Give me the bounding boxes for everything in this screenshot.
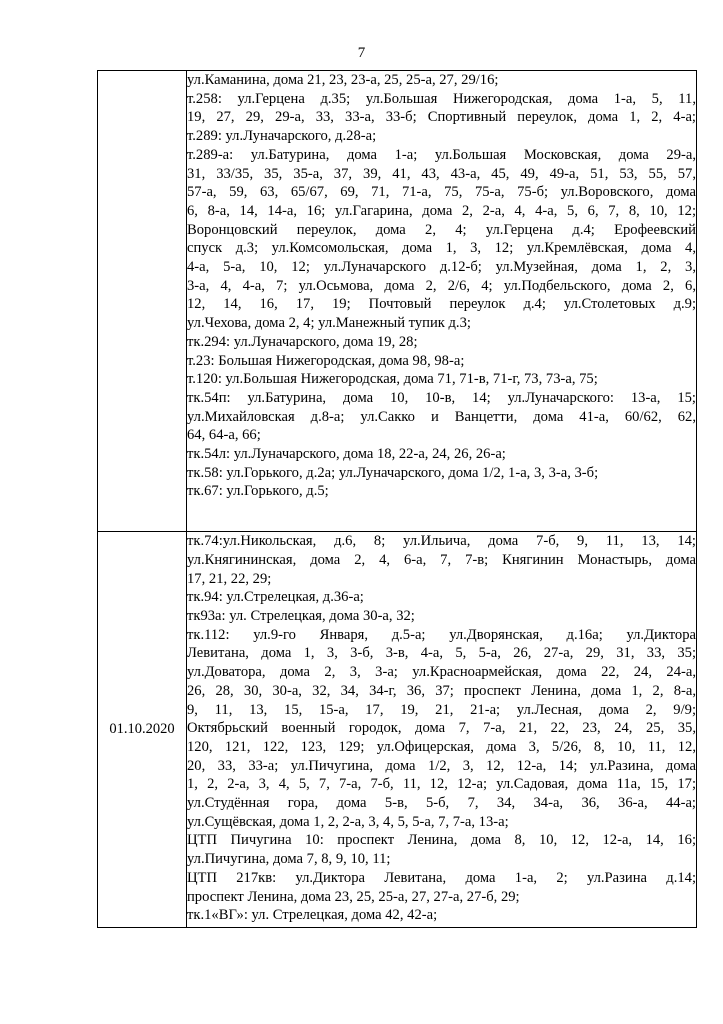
address-line: 4-а, 5-а, 10, 12; ул.Луначарского д.12-б; ул.Музейная, дома 1, 2, 3,: [187, 259, 696, 276]
address-line: 57-а, 59, 63, 65/67, 69, 71, 71-а, 75, 75-а, 75-б; ул.Воровского, дома: [187, 184, 696, 201]
address-line: 31, 33/35, 35, 35-а, 37, 39, 41, 43, 43-а, 45, 49, 49-а, 51, 53, 55, 57,: [187, 165, 696, 182]
date-cell: 01.10.2020: [98, 532, 187, 928]
address-line: тк.94: ул.Стрелецкая, д.36-а;: [187, 589, 364, 606]
address-line: спуск д.3; ул.Комсомольская, дома 1, 3, 12; ул.Кремлёвская, дома 4,: [187, 240, 696, 257]
address-line: т.23: Большая Нижегородская, дома 98, 98-а;: [187, 352, 465, 369]
address-line: ЦТП Пичугина 10: проспект Ленина, дома 8, 10, 12, 12-а, 14, 16;: [187, 832, 696, 849]
address-line: Октябрьский военный городок, дома 7, 7-а, 21, 22, 23, 24, 25, 35,: [187, 720, 696, 737]
address-line: 64, 64-а, 66;: [187, 427, 261, 444]
address-line: 12, 14, 16, 17, 19; Почтовый переулок д.4; ул.Столетовых д.9;: [187, 296, 696, 313]
address-line: 17, 21, 22, 29;: [187, 570, 272, 587]
address-line: т.289-а: ул.Батурина, дома 1-а; ул.Большая Московская, дома 29-а,: [187, 146, 696, 163]
address-line: тк.58: ул.Горького, д.2а; ул.Луначарского, дома 1/2, 1-а, 3, 3-а, 3-б;: [187, 464, 599, 481]
address-line: ул.Каманина, дома 21, 23, 23-а, 25, 25-а, 27, 29/16;: [187, 72, 499, 88]
address-line: 120, 121, 122, 123, 129; ул.Офицерская, дома 3, 5/26, 8, 10, 11, 12,: [187, 738, 696, 755]
address-line: ЦТП 217кв: ул.Диктора Левитана, дома 1-а, 2; ул.Разина д.14;: [187, 869, 696, 886]
table-row: [98, 71, 697, 532]
address-line: тк.54п: ул.Батурина, дома 10, 10-в, 14; ул.Луначарского: 13-а, 15;: [187, 389, 696, 406]
address-line: Воронцовский переулок, дома 2, 4; ул.Герцена д.4; Ерофеевский: [187, 221, 696, 238]
address-line: ул.Сущёвская, дома 1, 2, 2-а, 3, 4, 5, 5-а, 7, 7-а, 13-а;: [187, 813, 509, 830]
addresses-cell: [187, 532, 697, 928]
address-line: ул.Княгининская, дома 2, 4, 6-а, 7, 7-в; Княгинин Монастырь, дома: [187, 551, 696, 568]
address-line: тк.67: ул.Горького, д.5;: [187, 483, 329, 500]
address-line: ул.Студённая гора, дома 5-в, 5-б, 7, 34, 34-а, 36, 36-а, 44-а;: [187, 795, 696, 812]
address-line: ул.Пичугина, дома 7, 8, 9, 10, 11;: [187, 851, 391, 868]
address-line: ул.Чехова, дома 2, 4; ул.Манежный тупик д.3;: [187, 315, 471, 332]
address-line: 6, 8-а, 14, 14-а, 16; ул.Гагарина, дома 2, 2-а, 4, 4-а, 5, 6, 7, 8, 10, 12;: [187, 202, 696, 219]
addresses-cell: [187, 71, 697, 532]
page-number: 7: [357, 45, 366, 61]
address-line: тк.294: ул.Луначарского, дома 19, 28;: [187, 333, 418, 350]
address-line: 19, 27, 29, 29-а, 33, 33-а, 33-б; Спортивный переулок, дома 1, 2, 4-а;: [187, 109, 696, 126]
address-line: тк.54л: ул.Луначарского, дома 18, 22-а, 24, 26, 26-а;: [187, 446, 506, 463]
address-line: тк93а: ул. Стрелецкая, дома 30-а, 32;: [187, 607, 415, 624]
address-lines: [187, 532, 696, 925]
address-lines: [187, 71, 696, 501]
date-cell: [98, 71, 187, 532]
address-line: 26, 28, 30, 30-а, 32, 34, 34-г, 36, 37; проспект Ленина, дома 1, 2, 8-а,: [187, 682, 696, 699]
address-line: т.258: ул.Герцена д.35; ул.Большая Нижегородская, дома 1-а, 5, 11,: [187, 90, 696, 107]
address-line: 3-а, 4, 4-а, 7; ул.Осьмова, дома 2, 2/6, 4; ул.Подбельского, дома 2, 6,: [187, 277, 696, 294]
address-line: проспект Ленина, дома 23, 25, 25-а, 27, 27-а, 27-б, 29;: [187, 888, 520, 905]
address-line: 9, 11, 13, 15, 15-а, 17, 19, 21, 21-а; ул.Лесная, дома 2, 9/9;: [187, 701, 696, 718]
address-line: 20, 33, 33-а; ул.Пичугина, дома 1/2, 3, 12, 12-а, 14; ул.Разина, дома: [187, 757, 696, 774]
address-line: тк.112: ул.9-го Января, д.5-а; ул.Дворянская, д.16а; ул.Диктора: [187, 626, 696, 643]
table-row: [98, 532, 697, 928]
address-line: 1, 2, 2-а, 3, 4, 5, 7, 7-а, 7-б, 11, 12, 12-а; ул.Садовая, дома 11а, 15, 17;: [187, 776, 696, 793]
address-line: т.289: ул.Луначарского, д.28-а;: [187, 128, 377, 145]
address-line: тк.74:ул.Никольская, д.6, 8; ул.Ильича, дома 7-б, 9, 11, 13, 14;: [187, 533, 696, 550]
schedule-table: [97, 70, 697, 928]
address-line: т.120: ул.Большая Нижегородская, дома 71, 71-в, 71-г, 73, 73-а, 75;: [187, 371, 598, 388]
address-line: ул.Доватора, дома 2, 3, 3-а; ул.Красноармейская, дома 22, 24, 24-а,: [187, 664, 696, 681]
address-line: Левитана, дома 1, 3, 3-б, 3-в, 4-а, 5, 5-а, 26, 27-а, 29, 31, 33, 35;: [187, 645, 696, 662]
address-line: ул.Михайловская д.8-а; ул.Сакко и Ванцетти, дома 41-а, 60/62, 62,: [187, 408, 696, 425]
address-line: тк.1«ВГ»: ул. Стрелецкая, дома 42, 42-а;: [187, 907, 438, 924]
